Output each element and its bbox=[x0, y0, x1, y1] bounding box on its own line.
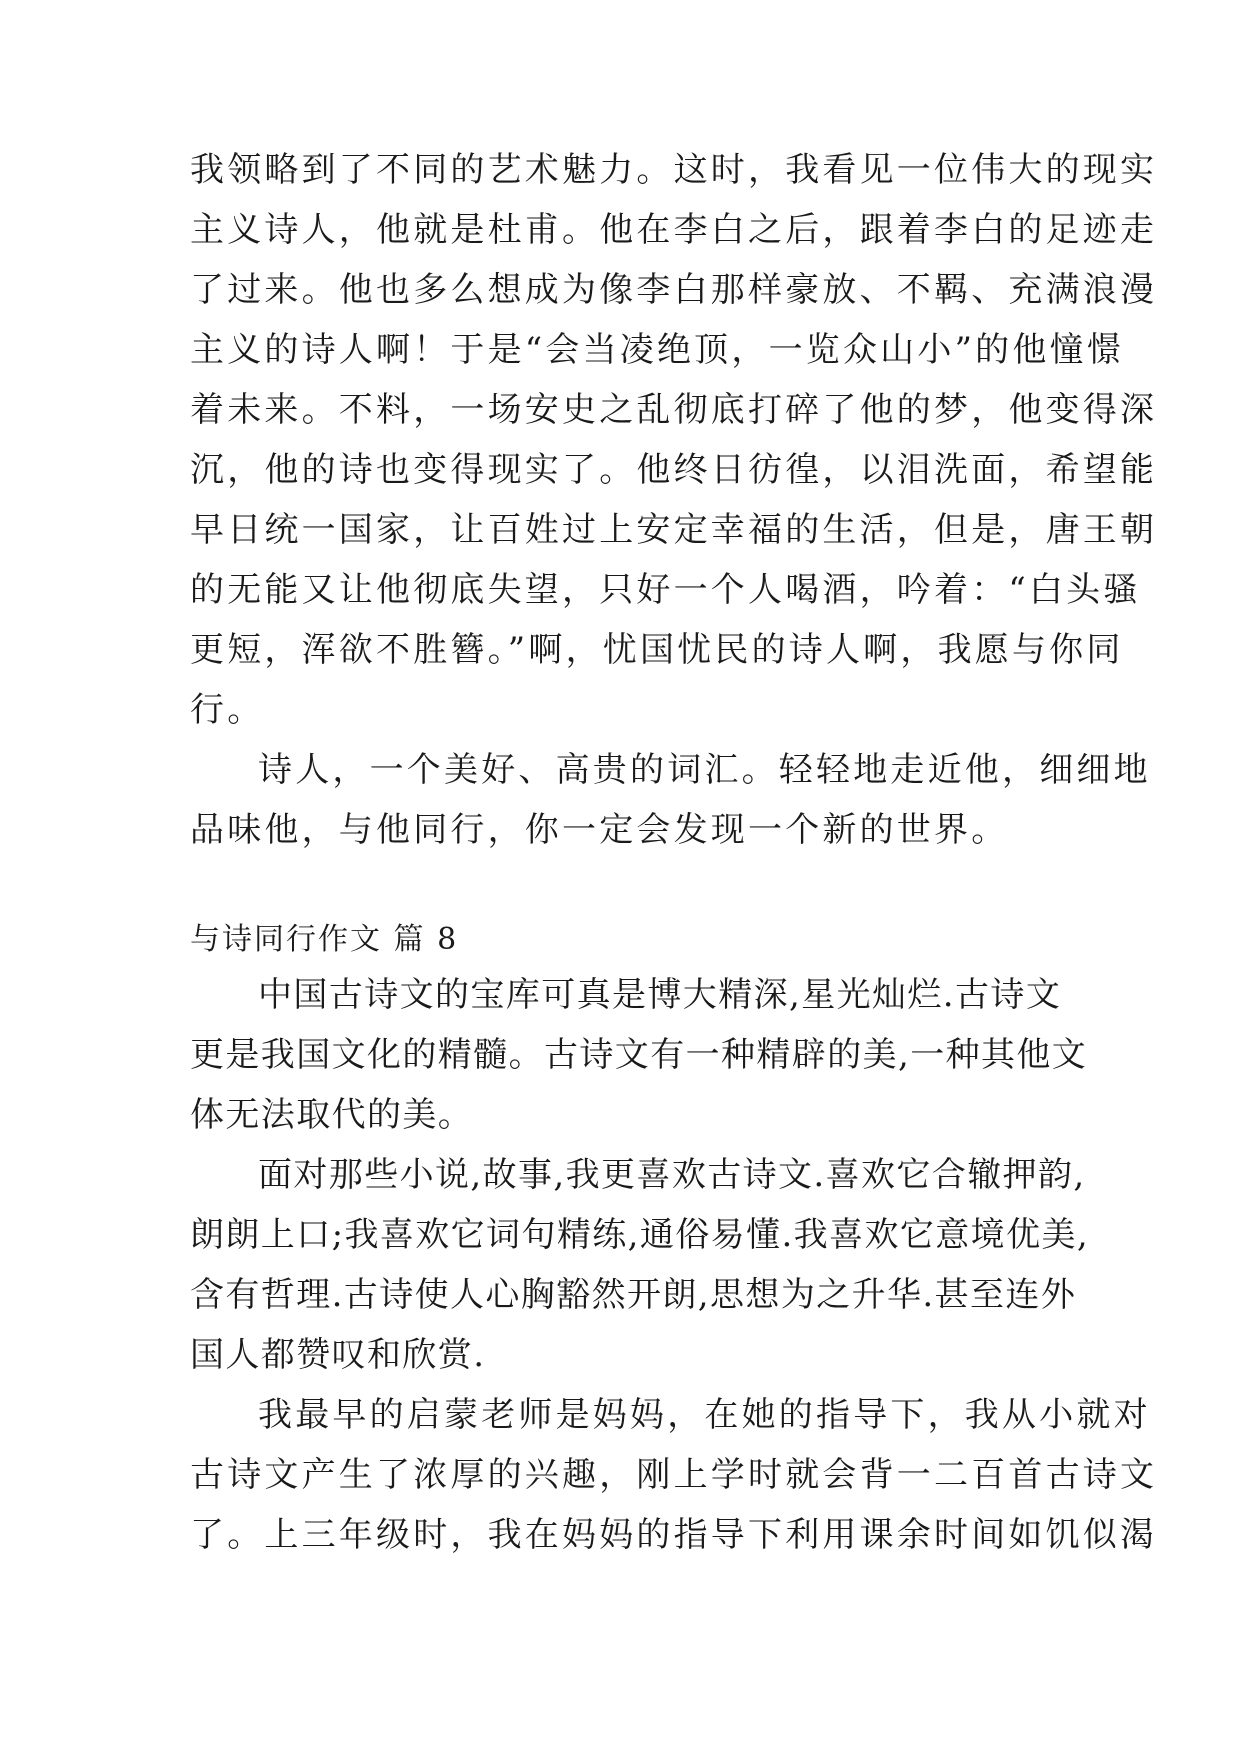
text-line: 的无能又让他彻底失望，只好一个人喝酒，吟着：“白头骚 bbox=[190, 570, 1141, 610]
text-line: 着未来。不料，一场安史之乱彻底打碎了他的梦，他变得深 bbox=[190, 390, 1158, 430]
text-line: 古诗文产生了浓厚的兴趣，刚上学时就会背一二百首古诗文 bbox=[190, 1455, 1158, 1495]
text-line: 了过来。他也多么想成为像李白那样豪放、不羁、充满浪漫 bbox=[190, 270, 1158, 310]
text-line: 国人都赞叹和欣赏. bbox=[190, 1335, 486, 1375]
paragraph-preference bbox=[190, 1145, 1090, 1385]
paragraph-treasure bbox=[190, 965, 1088, 1145]
text-line: 体无法取代的美。 bbox=[190, 1095, 474, 1135]
section-heading bbox=[190, 910, 1070, 970]
text-line: 中国古诗文的宝库可真是博大精深,星光灿烂.古诗文 bbox=[258, 975, 1062, 1015]
text-line: 主义的诗人啊！于是“会当凌绝顶，一览众山小”的他憧憬 bbox=[190, 330, 1124, 370]
text-line: 沉，他的诗也变得现实了。他终日彷徨，以泪洗面，希望能 bbox=[190, 450, 1158, 490]
paragraph-du-fu bbox=[190, 140, 1158, 740]
text-line: 早日统一国家，让百姓过上安定幸福的生活，但是，唐王朝 bbox=[190, 510, 1158, 550]
text-line: 我领略到了不同的艺术魅力。这时，我看见一位伟大的现实 bbox=[190, 150, 1158, 190]
text-line: 含有哲理.古诗使人心胸豁然开朗,思想为之升华.甚至连外 bbox=[190, 1275, 1077, 1315]
text-line: 主义诗人，他就是杜甫。他在李白之后，跟着李白的足迹走 bbox=[190, 210, 1158, 250]
text-line: 更是我国文化的精髓。古诗文有一种精辟的美,一种其他文 bbox=[190, 1035, 1088, 1075]
text-line: 面对那些小说,故事,我更喜欢古诗文.喜欢它合辙押韵, bbox=[258, 1155, 1086, 1195]
text-line: 更短，浑欲不胜簪。”啊，忧国忧民的诗人啊，我愿与你同 bbox=[190, 630, 1124, 670]
text-line: 我最早的启蒙老师是妈妈，在她的指导下，我从小就对 bbox=[258, 1395, 1151, 1435]
heading-text: 与诗同行作文 篇 8 bbox=[190, 922, 459, 957]
text-line: 行。 bbox=[190, 690, 265, 730]
text-line: 诗人，一个美好、高贵的词汇。轻轻地走近他，细细地 bbox=[258, 750, 1151, 790]
text-line: 品味他，与他同行，你一定会发现一个新的世界。 bbox=[190, 810, 1009, 850]
paragraph-mother bbox=[190, 1385, 1158, 1565]
paragraph-poet bbox=[190, 740, 1151, 860]
text-line: 朗朗上口;我喜欢它词句精练,通俗易懂.我喜欢它意境优美, bbox=[190, 1215, 1090, 1255]
text-line: 了。上三年级时，我在妈妈的指导下利用课余时间如饥似渴 bbox=[190, 1515, 1158, 1555]
